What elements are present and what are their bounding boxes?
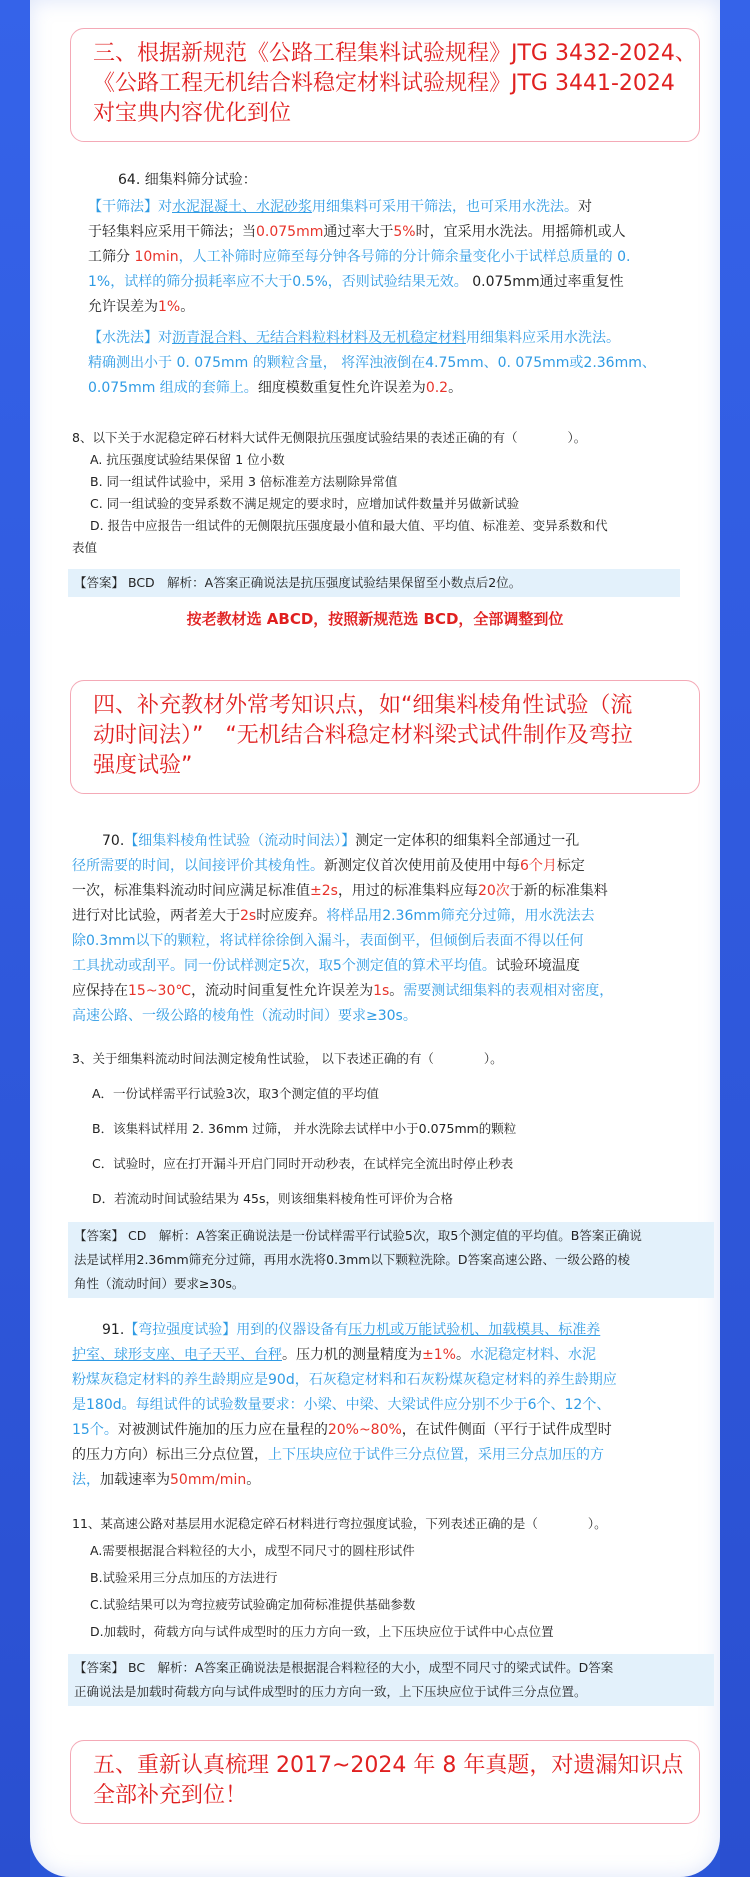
section-4-line-1: 四、补充教材外常考知识点，如“细集料棱角性试验（流	[93, 693, 633, 718]
item-64-title: 64. 细集料筛分试验：	[118, 172, 257, 188]
section-5-line-1: 五、重新认真梳理 2017~2024 年 8 年真题，对遗漏知识点	[93, 1753, 684, 1778]
section-3-line-2: 《公路工程无机结合料稳定材料试验规程》JTG 3441-2024	[93, 71, 675, 96]
left-border	[0, 0, 30, 1877]
question-3: 3、关于细集料流动时间法测定棱角性试验， 以下表述正确的有（ ）。 A．一份试样需平行试验3次，取3个测定值的平均值 B．该集料试样用 2. 36mm 过筛， 并水洗除去试样中小于0.075mm的颗粒 C．试验时，应在打开漏斗开启门同时开动秒表，在试样完全流出时停止秒表 D．若流动时间试验结果为 45s，则该细集料棱角性可评价为合格	[72, 1051, 517, 1206]
section-3-box	[70, 28, 700, 142]
section-5-line-2: 全部补充到位！	[93, 1783, 248, 1808]
right-border	[720, 0, 750, 1877]
question-11-answer: 【答案】 BC 解析：A答案正确说法是根据混合料粒径的大小，成型不同尺寸的梁式试件。D答案 正确说法是加载时荷载方向与试件成型时的压力方向一致，上下压块应位于试件三分点位置。	[68, 1654, 714, 1706]
question-8: 8、以下关于水泥稳定碎石材料大试件无侧限抗压强度试验结果的表述正确的有（ ）。 A. 抗压强度试验结果保留 1 位小数 B. 同一组试件试验中，采用 3 倍标准差方法剔除异常值 C. 同一组试验的变异系数不满足规定的要求时，应增加试件数量并另做新试验 D. 报告中应报告一组试件的无侧限抗压强度最小值和最大值、平均值、标准差、变异系数和代 表值	[72, 430, 608, 555]
adjustment-note: 按老教材选 ABCD，按照新规范选 BCD，全部调整到位	[186, 610, 564, 628]
item-70-paragraph: 70.【细集料棱角性试验（流动时间法）】测定一定体积的细集料全部通过一孔 径所需要的时间，以间接评价其棱角性。新测定仪首次使用前及使用中每6个月标定 一次，标准集料流动时间应满足标准值±2s，用过的标准集料应每20次于新的标准集料 进行对比试验，两者差大于2s时应废弃。将样品用2.36mm筛充分过筛，用水洗法去 除0.3mm以下的颗粒，将试样徐徐倒入漏斗，表面倒平，但倾倒后表面不得以任何 工具扰动或刮平。同一份试样测定5次，取5个测定值的算术平均值。试验环境温度 应保持在15~30℃，流动时间重复性允许误差为1s。需要测试细集料的表观相对密度， 高速公路、一级公路的棱角性（流动时间）要求≥30s。	[72, 833, 614, 1024]
section-3-line-3: 对宝典内容优化到位	[93, 101, 292, 126]
question-8-answer: 【答案】 BCD 解析：A答案正确说法是抗压强度试验结果保留至小数点后2位。	[68, 569, 680, 597]
content-sheet	[30, 0, 720, 1877]
question-3-answer: 【答案】 CD 解析：A答案正确说法是一份试样需平行试验5次，取5个测定值的平均值。B答案正确说 法是试样用2.36mm筛充分过筛，再用水洗将0.3mm以下颗粒洗除。D答案高速公路、一级公路的棱 角性（流动时间）要求≥30s。	[68, 1222, 714, 1298]
section-4-box	[70, 680, 700, 794]
section-5-box	[70, 1740, 700, 1824]
section-4-line-3: 强度试验”	[93, 753, 193, 778]
question-11: 11、某高速公路对基层用水泥稳定碎石材料进行弯拉强度试验，下列表述正确的是（ ）。 A.需要根据混合料粒径的大小，成型不同尺寸的圆柱形试件 B.试验采用三分点加压的方法进行 C.试验结果可以为弯拉疲劳试验确定加荷标准提供基础参数 D.加载时，荷载方向与试件成型时的压力方向一致，上下压块应位于试件中心点位置	[72, 1516, 607, 1639]
item-91-paragraph: 91.【弯拉强度试验】用到的仪器设备有压力机或万能试验机、加载模具、标准养 护室、球形支座、电子天平、台秤。压力机的测量精度为±1%。水泥稳定材料、水泥 粉煤灰稳定材料的养生龄期应是90d，石灰稳定材料和石灰粉煤灰稳定材料的养生龄期应 是180d。每组试件的试验数量要求：小梁、中梁、大梁试件应分别不少于6个、12个、 15个。对被测试件施加的压力应在量程的20%~80%，在试件侧面（平行于试件成型时 的压力方向）标出三分点位置，上下压块应位于试件三分点位置，采用三分点加压的方 法，加载速率为50mm/min。	[72, 1322, 617, 1488]
section-4-line-2: 动时间法）” “无机结合料稳定材料梁式试件制作及弯拉	[93, 723, 633, 748]
section-3-line-1: 三、根据新规范《公路工程集料试验规程》JTG 3432-2024、	[93, 41, 697, 66]
item-64-paragraph: 【干筛法】对水泥混凝土、水泥砂浆用细集料可采用干筛法，也可采用水洗法。对 于轻集料应采用干筛法；当0.075mm通过率大于5%时，宜采用水洗法。用摇筛机或人 工筛分 10min，人工补筛时应筛至每分钟各号筛的分计筛余量变化小于试样总质量的 0. 1%，试样的筛分损耗率应不大于0.5%，否则试验结果无效。 0.075mm通过率重复性 允许误差为1%。 【水洗法】对沥青混合料、无结合料粒料材料及无机稳定材料用细集料应采用水洗法。 精确测出小于 0. 075mm 的颗粒含量， 将浑浊液倒在4.75mm、0. 075mm或2.36mm、 0.075mm 组成的套筛上。细度模数重复性允许误差为0.2。	[88, 199, 656, 396]
